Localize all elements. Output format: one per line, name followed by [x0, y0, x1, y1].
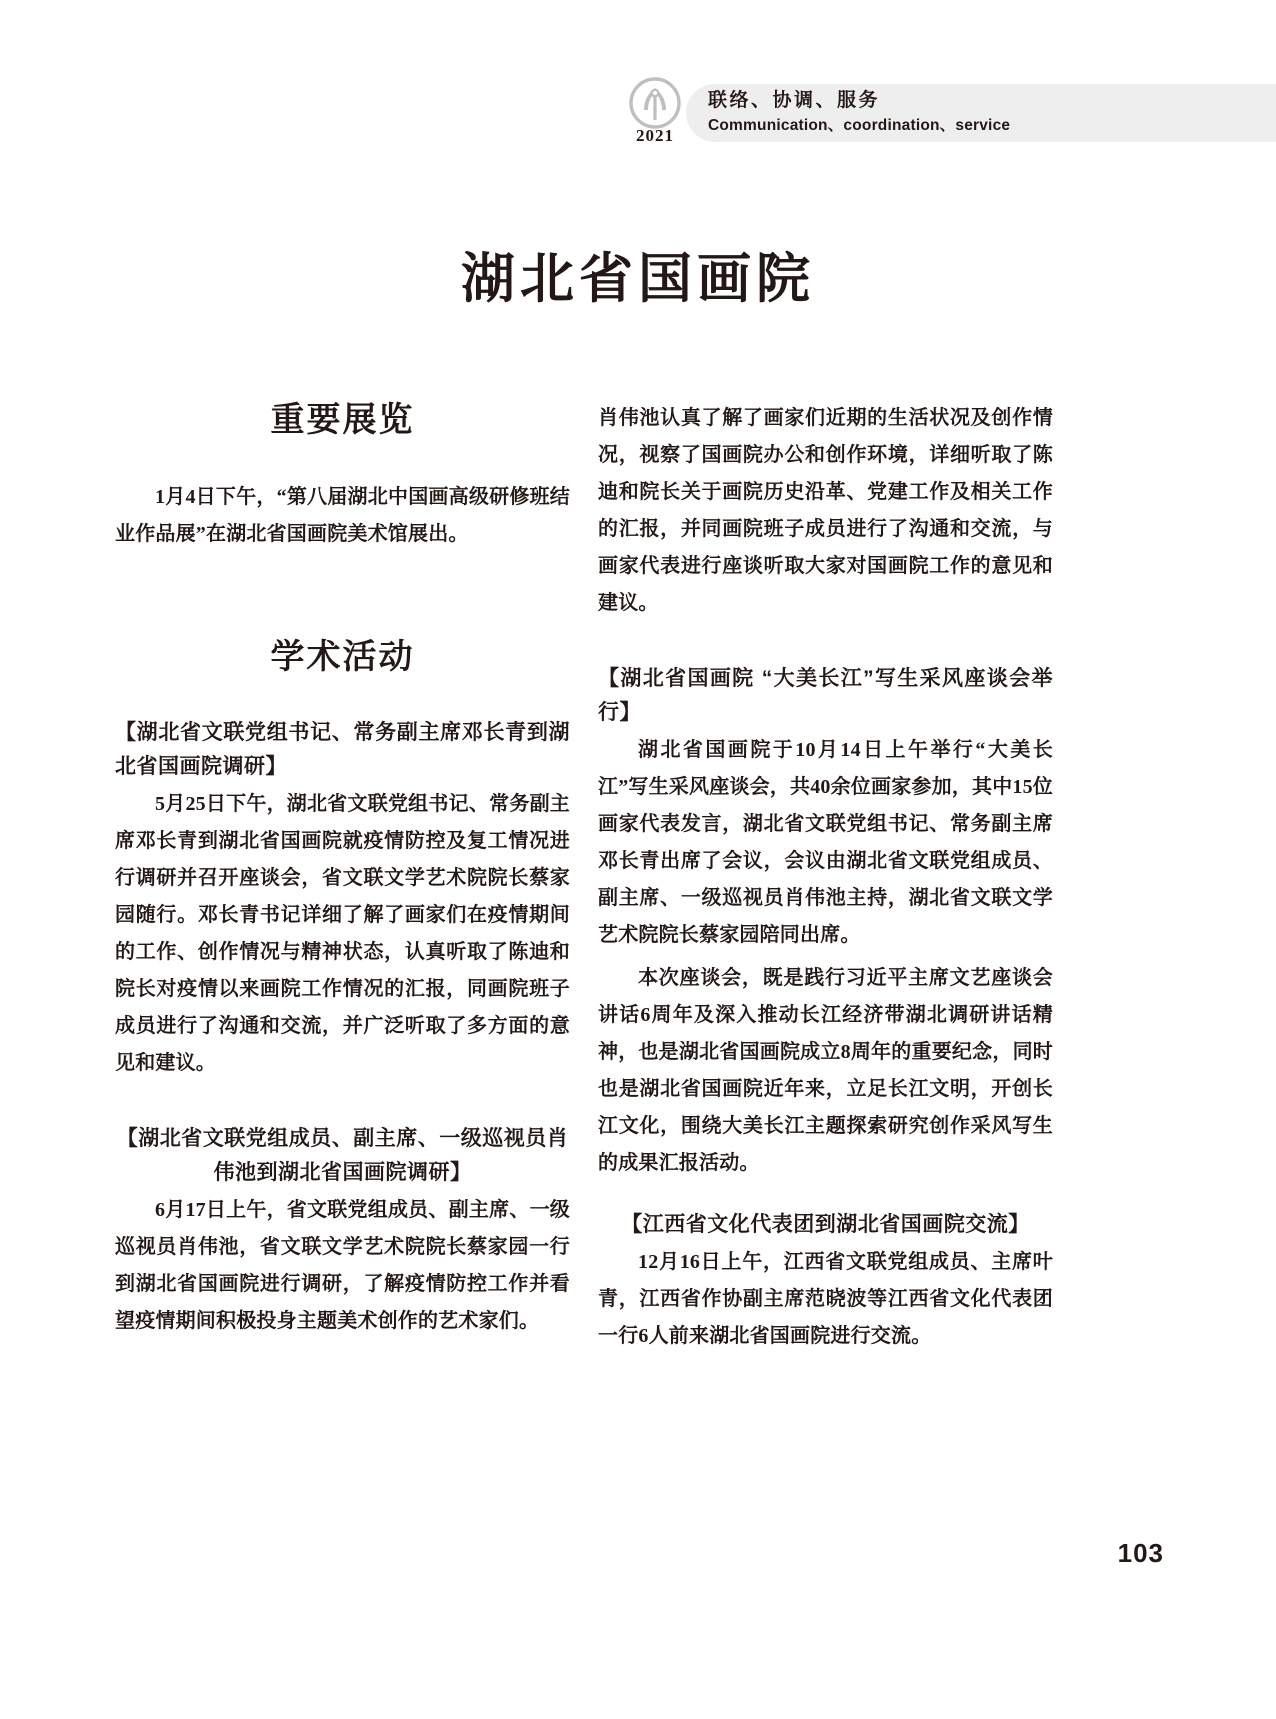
paragraph: 5月25日下午，湖北省文联党组书记、常务副主席邓长青到湖北省国画院就疫情防控及复工情况进行调研并召开座谈会，省文联文学艺术院院长蔡家园随行。邓长青书记详细了解了画家们在疫情期间的工作、创作情况与精神状态，认真听取了陈迪和院长对疫情以来画院工作情况的汇报，同画院班子成员进行了沟通和交流，并广泛听取了多方面的意见和建议。 [115, 792, 570, 1074]
right-column [598, 400, 1053, 1361]
spacer [115, 1088, 570, 1122]
header-slogan-en: Communication、coordination、service [708, 116, 1011, 134]
header-logo [622, 76, 688, 146]
paragraph: 12月16日上午，江西省文联党组成员、主席叶青，江西省作协副主席范晓波等江西省文化代表团一行6人前来湖北省国画院进行交流。 [598, 1251, 1053, 1348]
spacer [598, 628, 1053, 662]
page-header [0, 72, 1276, 144]
spacer [598, 1188, 1053, 1208]
paragraph-continuation: 肖伟池认真了解了画家们近期的生活状况及创作情况，视察了国画院办公和创作环境，详细听取了陈迪和院长关于画院历史沿革、党建工作及相关工作的汇报，并同画院班子成员进行了沟通和交流，与画家代表进行座谈听取大家对国画院工作的意见和建议。 [598, 407, 1053, 614]
header-logo-year: 2021 [636, 126, 674, 145]
paragraph: 湖北省国画院于10月14日上午举行“大美长江”写生采风座谈会，共40余位画家参加，其中15位画家代表发言，湖北省文联党组书记、常务副主席邓长青出席了会议，会议由湖北省文联党组成员、副主席、一级巡视员肖伟池主持，湖北省文联文学艺术院院长蔡家园陪同出席。 [598, 739, 1053, 947]
article-heading: 【江西省文化代表团到湖北省国画院交流】 [621, 1213, 1030, 1237]
article-heading: 【湖北省国画院 “大美长江”写生采风座谈会举行】 [598, 667, 1053, 725]
circular-emblem-logo-icon [628, 76, 682, 130]
paragraph: 6月17日上午，省文联党组成员、副主席、一级巡视员肖伟池，省文联文学艺术院院长蔡家园一行到湖北省国画院进行调研，了解疫情防控工作并看望疫情期间积极投身主题美术创作的艺术家们。 [115, 1198, 570, 1332]
paragraph: 1月4日下午，“第八届湖北中国画高级研修班结业作品展”在湖北省国画院美术馆展出。 [115, 485, 570, 545]
section-title-academic-activities: 学术活动 [270, 637, 415, 676]
header-slogan-cn: 联络、协调、服务 [708, 90, 881, 111]
page-number: 103 [1117, 1538, 1164, 1568]
left-column [115, 400, 570, 1346]
header-slogan [708, 88, 1248, 137]
section-title-important-exhibitions: 重要展览 [270, 401, 415, 439]
paragraph: 本次座谈会，既是践行习近平主席文艺座谈会讲话6周年及深入推动长江经济带湖北调研讲话精神，也是湖北省国画院成立8周年的重要纪念，同时也是湖北省国画院近年来，立足长江文明，开创长江文化，围绕大美长江主题探索研究创作采风写生的成果汇报活动。 [598, 967, 1053, 1175]
article-heading: 【湖北省文联党组成员、副主席、一级巡视员肖伟池到湖北省国画院调研】 [116, 1126, 569, 1184]
page-title: 湖北省国画院 [461, 246, 815, 311]
article-heading: 【湖北省文联党组书记、常务副主席邓长青到湖北省国画院调研】 [115, 720, 570, 778]
